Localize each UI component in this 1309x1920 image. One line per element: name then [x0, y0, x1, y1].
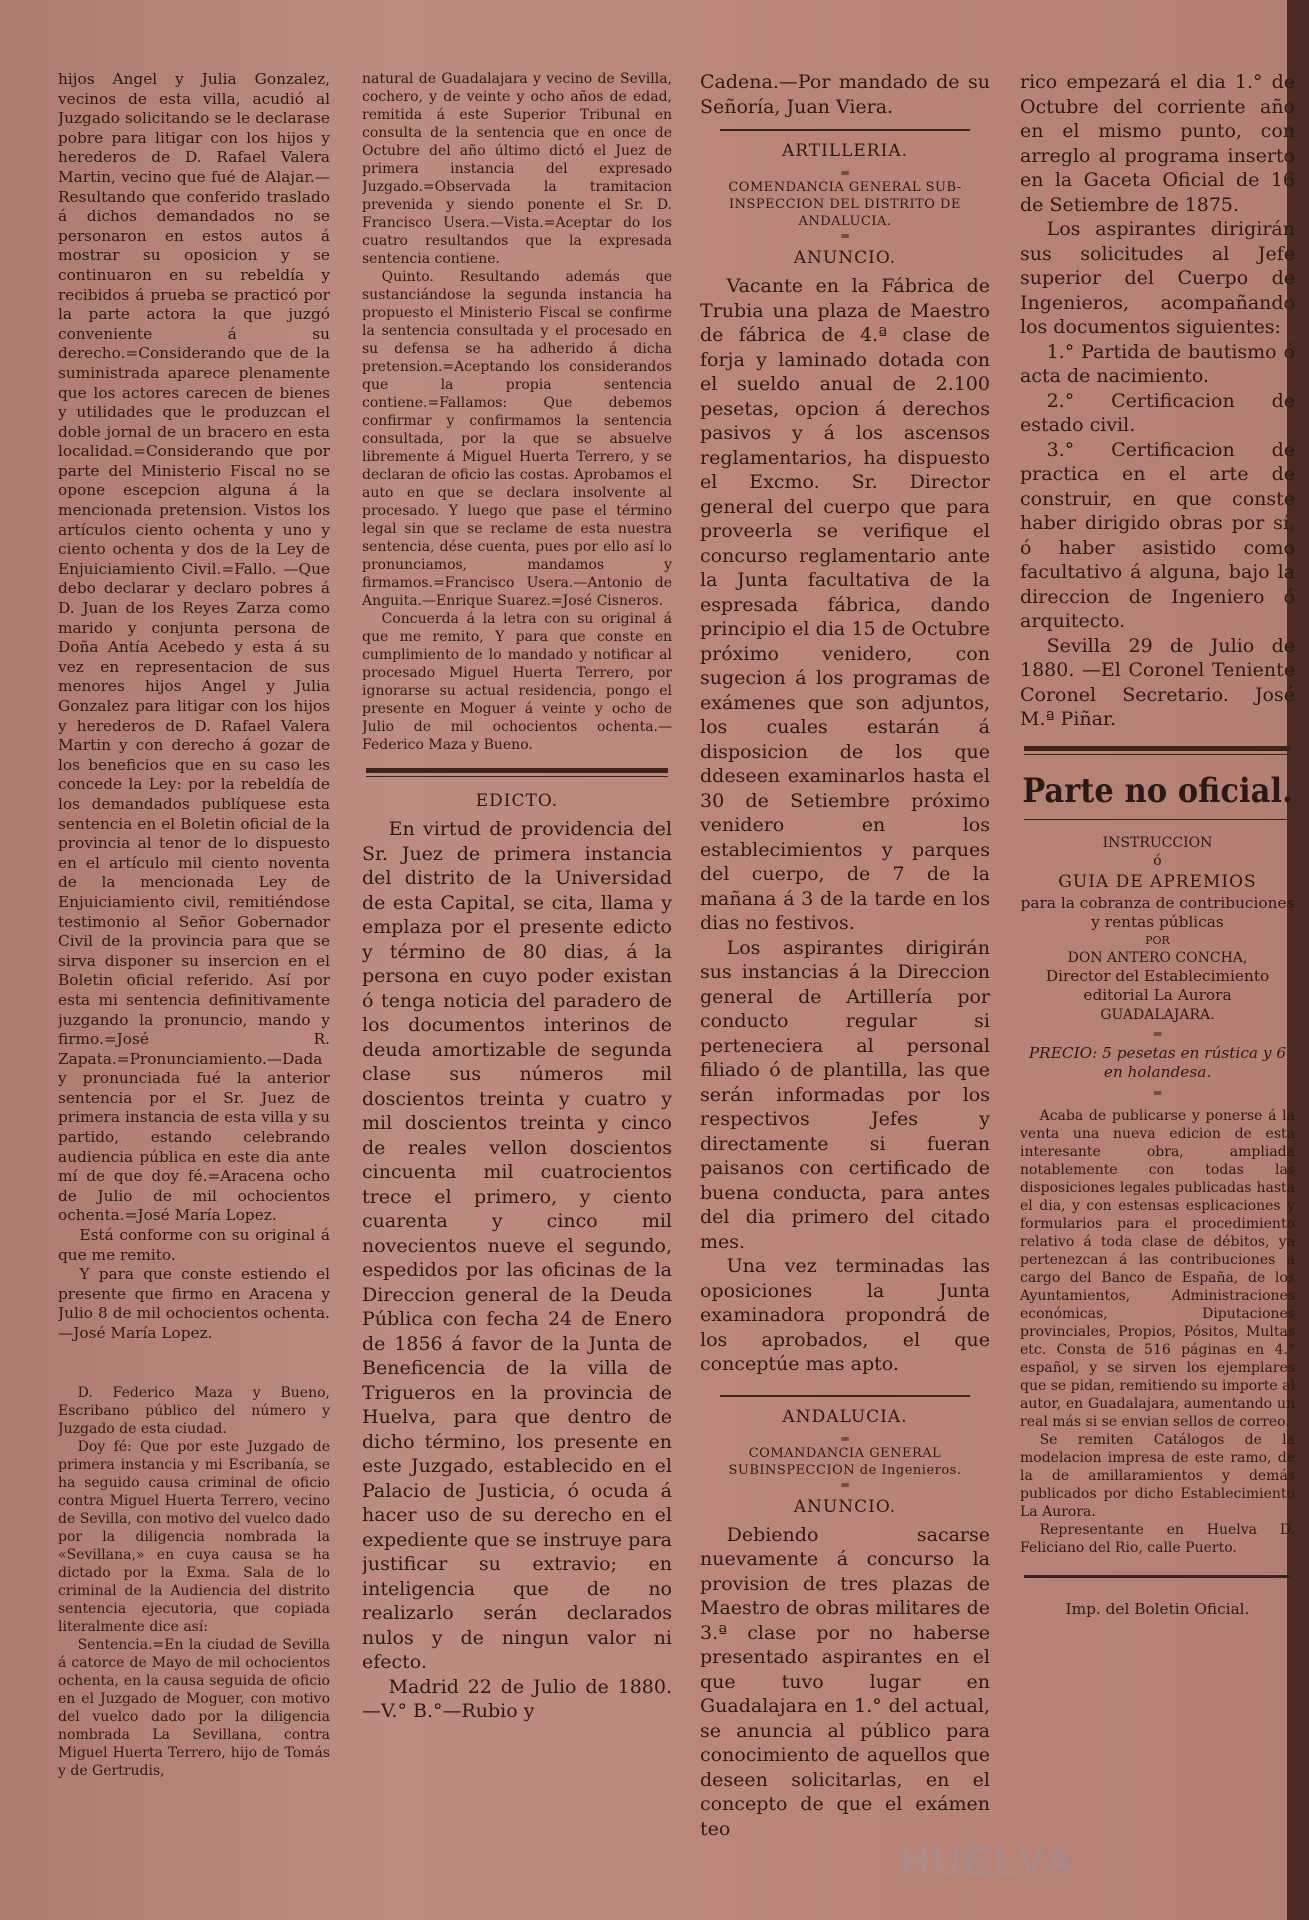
maestro-obras-text: Debiendo sacarse nuevamente á concurso la provision de tres plazas de Maestro de obras militares de 3.ª clase por no haberse presentado aspirantes en el que tuvo lugar en Guadalajara en 1.° del actual, se anuncia al público para conocimiento de aquellos que deseen solicitarlas, en el concepto de que el exámen teo — [700, 1523, 990, 1840]
anuncio-heading: ANUNCIO. — [793, 248, 897, 268]
catalogos-text: Se remiten Catálogos de la modelacion impresa de este ramo, de la de amillaramientos y demás publicados por dicho Establecimiento La Aurora. — [1020, 1432, 1295, 1521]
parte-no-oficial-heading: Parte no oficial. — [1022, 770, 1293, 811]
escribano-heading: D. Federico Maza y Bueno, Escribano público del número y Juzgado de esta ciudad. — [58, 1384, 330, 1437]
sevilla-firma: Sevilla 29 de Julio de 1880. —El Coronel Teniente Coronel Secretario. José M.ª Piñar. — [1020, 634, 1295, 730]
column-3 — [700, 70, 990, 1841]
divider — [1024, 754, 1291, 755]
instruccion-o: ó — [1153, 852, 1162, 869]
oposiciones-text: Una vez terminadas las oposiciones la Junta examinadora propondrá de los aprobados, el que conceptúe mas apto. — [700, 1255, 990, 1375]
instruccion-title: INSTRUCCION — [1102, 834, 1213, 851]
quinto-text: Quinto. Resultando además que sustanciándose la segunda instancia ha propuesto el Ministerio Fiscal se confirme la sentencia consultada y el procesado en su defensa se ha adherido á dicha pretension.=Aceptando los considerandos que la propia sentencia contiene.=Fallamos: Que debemos confirmar y confirmamos la sentencia consultada, por la que se absuelve libremente á Miguel Huerta Terrero, y se declaran de oficio las costas. Aprobamos el auto en que se declara insolvente al procesado. Y luego que pase el término legal sin que se reclame de esta nuestra sentencia, dése cuenta, pues por ello así lo pronunciamos, mandamos y firmamos.=Francisco Usera.—Antonio de Anguita.—Enrique Suarez.=José Cisneros. — [362, 269, 672, 609]
por-label: POR — [1145, 933, 1170, 947]
column-1 — [58, 70, 330, 1780]
artilleria-heading: ARTILLERIA. — [781, 141, 908, 161]
divider — [366, 768, 668, 773]
guia-subtitle: para la cobranza de contribuciones y rentas públicas — [1020, 893, 1295, 932]
separator-icon: ═ — [841, 166, 849, 180]
price-text: PRECIO: 5 pesetas en rústica y 6 en holandesa. — [1028, 1043, 1287, 1082]
comendancia-heading: COMENDANCIA GENERAL SUB-INSPECCION DEL DISTRITO DE ANDALUCIA. — [728, 180, 962, 229]
divider — [720, 129, 970, 131]
column-4 — [1020, 70, 1295, 1620]
divider — [366, 776, 668, 777]
representante-text: Representante en Huelva D. Feliciano del Rio, calle Puerto. — [1020, 1522, 1295, 1557]
edicto-text: En virtud de providencia del Sr. Juez de primera instancia del distrito de la Universidad de esta Capital, se cita, llama y emplaza por el presente edicto y término de 80 dias, á la persona en cuyo poder existan ó tenga noticia del paradero de los documentos interinos de deuda amortizable de segunda clase sus números mil doscientos treinta y cuatro y mil doscientos treinta y cinco de reales vellon doscientos cincuenta mil cuatrocientos trece el primero, y ciento cuarenta y cinco mil novecientos nueve el segundo, espedidos por las oficinas de la Direccion general de la Deuda Pública con fecha 24 de Enero de 1856 á favor de la Junta de Beneficencia de la villa de Trigueros en la provincia de Huelva, para que dentro de dicho término, los presente en este Juzgado, establecido en el Palacio de Justicia, ó ocuda á hacer uso de su derecho en el expediente que se instruye para justificar su extravio; en inteligencia que de no realizarlo serán declarados nulos y de ningun valor ni efecto. — [362, 818, 672, 1673]
madrid-firma: Madrid 22 de Julio de 1880.—V.° B.°—Rubio y — [362, 1675, 672, 1722]
solicitudes-text: Los aspirantes dirigirán sus solicitudes al Jefe superior del Cuerpo de Ingenieros, acompañando los documentos siguientes: — [1020, 218, 1295, 338]
ingenieros-heading: COMANDANCIA GENERAL SUBINSPECCION de Ingenieros. — [728, 1445, 962, 1478]
andalucia-heading: ANDALUCIA. — [782, 1406, 908, 1427]
conforme-text: Está conforme con su original á que me remito. — [58, 1226, 330, 1264]
imprenta-text: Imp. del Boletin Oficial. — [1065, 1600, 1250, 1619]
doy-fe-text: Doy fé: Que por este Juzgado de primera instancia y mi Escribanía, se ha seguido causa criminal de oficio contra Miguel Huerta Terrero, vecino de Sevilla, con motivo del vuelco dado por la diligencia nombrada la «Sevillana,» en cuya causa se ha dictado por la Exma. Sala de lo criminal de la Audiencia del distrito sentencia ejecutoria, que copiada literalmente dice así: — [58, 1438, 330, 1635]
concuerda-text: Concuerda á la letra con su original á que me remito, Y para que conste en cumplimiento de lo mandado y notificar al procesado Miguel Huerta Terrero, por ignorarse su actual residencia, pongo el presente en Moguer á veinte y ocho de Julio de mil ochocientos ochenta.—Federico Maza y Bueno. — [362, 611, 672, 753]
separator-icon: ═ — [841, 229, 849, 243]
separator-icon: ═ — [841, 1477, 849, 1492]
separator-icon: ═ — [1153, 1086, 1162, 1101]
divider — [1024, 1575, 1291, 1578]
vacante-text: Vacante en la Fábrica de Trubia una plaza de Maestro de fábrica de 4.ª clase de forja y laminado dotada con el sueldo anual de 2.100 pesetas, opcion á derechos pasivos y á los ascensos reglamentarios, ha dispuesto el Excmo. Sr. Director general del cuerpo que para proveerla se verifique el concurso reglamentario ante la Junta facultativa de la espresada fábrica, dando principio el dia 15 de Octubre próximo venidero, con sugecion á los programas de exámenes que son adjuntos, los cuales estarán á disposicion de los que ddeseen examinarlos hasta el 30 de Setiembre próximo venidero en los establecimientos y parques del cuerpo, de 7 de la mañana á 3 de la tarde en los dias no festivos. — [700, 275, 990, 934]
anuncio-heading-2: ANUNCIO. — [793, 1496, 897, 1517]
guia-title: GUIA DE APREMIOS — [1058, 871, 1257, 892]
doc-item-1: 1.° Partida de bautismo ó acta de nacimiento. — [1020, 340, 1295, 387]
firma-aracena: Y para que conste estiendo el presente que firmo en Aracena y Julio 8 de mil ochocientos ochenta. —José María Lopez. — [58, 1265, 330, 1342]
divider — [720, 1395, 970, 1397]
aspirantes-text: Los aspirantes dirigirán sus instancias á la Direccion general de Artillería por conducto regular si perteneciera al personal filiado ó de plantilla, las que serán informadas por los respectivos Jefes y directamente si fueran paisanos con certificado de buena conducta, para antes del dia primero del citado mes. — [700, 936, 990, 1253]
sentencia-text: hijos Angel y Julia Gonzalez, vecinos de esta villa, acudió al Juzgado solicitando se le declarase pobre para litigar con los hijos y herederos de D. Rafael Valera Martin, vecino que fué de Alajar.—Resultando que conferido traslado á dichos demandados no se personaron en estos autos á mostrar su oposicion y se continuaron en su rebeldía y recibidos á prueba se practicó por la parte actora la que juzgó conveniente á su derecho.=Considerando que de la suministrada aparece plenamente que los actores carecen de bienes y utilidades que le produzcan el doble jornal de un bracero en esta localidad.=Considerando que por parte del Ministerio Fiscal no se opone escepcion alguna á la mencionada pretension. Vistos los artículos ciento ochenta y uno y ciento ochenta y dos de la Ley de Enjuiciamiento Civil.=Fallo. —Que debo declarar y declaro pobres á D. Juan de los Reyes Zarza como marido y conjunta persona de Doña Antía Acebedo y esta á su vez en representacion de sus menores hijos Angel y Julia Gonzalez para litigar con los hijos y herederos de D. Rafael Valera Martin y con derecho á gozar de los beneficios que en su caso les concede la Ley: por la rebeldía de los demandados publíquese esta sentencia en el Boletin oficial de la provincia al tenor de lo dispuesto en el artículo mil ciento noventa de la mencionada Ley de Enjuiciamiento civil, remitiéndose testimonio al Señor Gobernador Civil de la provincia para que se sirva disponer su insercion en el Boletin oficial referido. Así por esta mi sentencia definitivamente juzgando la pronuncio, mando y firmo.=José R. Zapata.=Pronunciamiento.—Dada y pronunciada fué la anterior sentencia por el Sr. Juez de primera instancia de esta villa y su partido, estando celebrando audiencia pública en este dia ante mí de que doy fé.=Aracena ocho de Julio de mil ochocientos ochenta.=José María Lopez. — [58, 70, 330, 1225]
doc-item-3: 3.° Certificacion de practica en el arte de construir, en que conste haber dirigido obras por sí, ó haber asistido como facultativo á alguna, bajo la direccion de Ingeniero ó arquitecto. — [1020, 438, 1295, 632]
sentencia-sevilla: Sentencia.=En la ciudad de Sevilla á catorce de Mayo de mil ochocientos ochenta, en la causa seguida de oficio en el Juzgado de Moguer, con motivo del vuelco dado por la diligencia nombrada La Sevillana, contra Miguel Huerta Terrero, hijo de Tomás y de Gertrudis, — [58, 1636, 330, 1779]
separator-icon: ═ — [841, 1431, 849, 1446]
doc-item-2: 2.° Certificacion de estado civil. — [1020, 389, 1295, 436]
separator-icon: ═ — [1153, 1026, 1162, 1041]
archive-watermark: HUELVA — [900, 1840, 1077, 1884]
author-title: Director del Establecimiento editorial La Aurora — [1045, 966, 1270, 1005]
edicto-heading: EDICTO. — [475, 791, 559, 811]
divider — [1024, 819, 1291, 820]
divider — [1024, 746, 1291, 751]
publicacion-text: Acaba de publicarse y ponerse á la venta una nueva edicion de esta interesante obra, ampliada notablemente con todas las disposiciones legales publicadas hasta el dia, y con estensas esplicaciones y formularios para el procedimiento relativo á toda clase de débitos, ya pertenezcan á las contribuciones á cargo del Banco de España, de los Ayuntamientos, Administraciones económicas, Diputaciones provinciales, Propios, Pósitos, Multas etc. Consta de 516 páginas en 4.° español, y se sirven los ejemplares que se pidan, remitiendo su importe al autor, en Guadalajara, aumentando un real más si se envian sellos de correo. — [1020, 1108, 1295, 1431]
examen-text: rico empezará el dia 1.° de Octubre del corriente año en el mismo punto, con arreglo al programa inserto en la Gaceta Oficial de 16 de Setiembre de 1875. — [1020, 71, 1295, 216]
cadena-firma: Cadena.—Por mandado de su Señoría, Juan Viera. — [700, 71, 990, 118]
tribunal-text: natural de Guadalajara y vecino de Sevilla, cochero, y de veinte y ocho años de edad, remitida á este Superior Tribunal en consulta de la sentencia que en once de Octubre del año último dictó el Juez de primera instancia del expresado Juzgado.=Observada la tramitacion prevenida y siendo ponente el Sr. D. Francisco Usera.—Vista.=Aceptar do los cuatro resultandos que la expresada sentencia contiene. — [362, 71, 672, 267]
author-name: DON ANTERO CONCHA, — [1067, 949, 1248, 966]
city-label: GUADALAJARA. — [1100, 1006, 1215, 1023]
column-2 — [362, 70, 672, 1724]
